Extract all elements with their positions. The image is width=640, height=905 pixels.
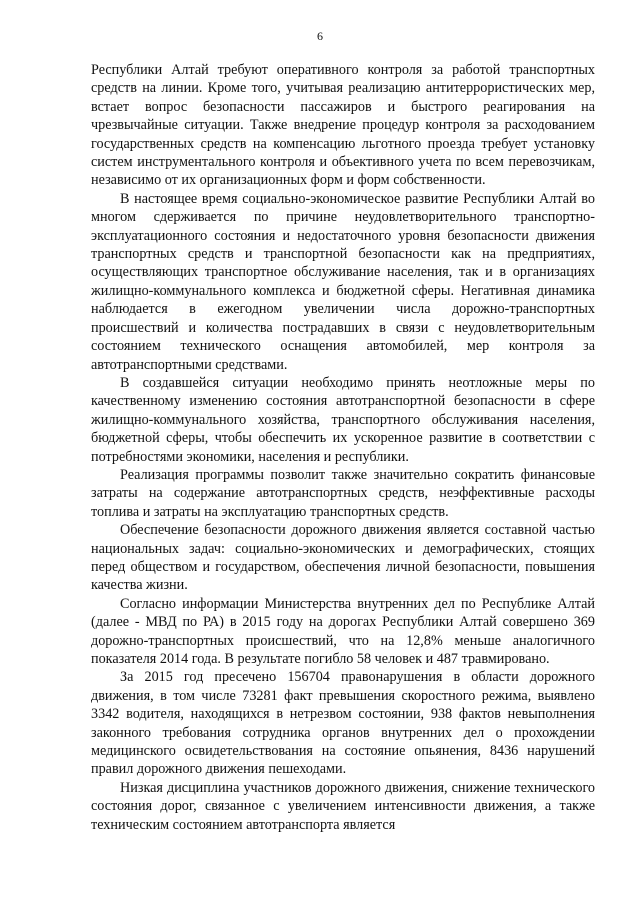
paragraph: Обеспечение безопасности дорожного движения является составной частью национальных задач: социально-экономических и демографических, стоящих перед обществом и государством, обеспечения личной безопасности, повышения качества жизни.: [91, 522, 595, 594]
page-number: 6: [317, 29, 323, 43]
paragraph: За 2015 год пресечено 156704 правонарушения в области дорожного движения, в том числе 73281 факт превышения скоростного режима, выявлено 3342 водителя, находящихся в нетрезвом состоянии, 938 фактов невыполнения законного требования сотрудника органов внутренних дел о прохождении медицинского освидетельствования на состояние опьянения, 8436 нарушений правил дорожного движения пешеходами.: [91, 669, 595, 778]
paragraph: Реализация программы позволит также значительно сократить финансовые затраты на содержание автотранспортных средств, неэффективные расходы топлива и затраты на эксплуатацию транспортных средств.: [91, 466, 595, 520]
paragraph: Согласно информации Министерства внутренних дел по Республике Алтай (далее - МВД по РА) в 2015 году на дорогах Республики Алтай совершено 369 дорожно-транспортных происшествий, что на 12,8% меньше аналогичного показателя 2014 года. В результате погибло 58 человек и 487 травмировано.: [91, 595, 595, 667]
paragraph: Республики Алтай требуют оперативного контроля за работой транспортных средств на линии. Кроме того, учитывая реализацию антитеррористических мер, встает вопрос безопасности пассажиров и быстрого реагирования на чрезвычайные ситуации. Также внедрение процедур контроля за расходованием государственных средств на компенсацию льготного проезда требует установку систем инструментального контроля и объективного учета по всем перевозчикам, независимо от их организационных форм и форм собственности.: [91, 62, 595, 189]
body-text: [91, 61, 595, 834]
paragraph: В настоящее время социально-экономическое развитие Республики Алтай во многом сдерживается по причине неудовлетворительного транспортно-эксплуатационного состояния и недостаточного уровня безопасности движения транспортных средств и транспортной безопасности как на предприятиях, осуществляющих транспортное обслуживание населения, так и в организациях жилищно-коммунального комплекса и бюджетной сферы. Негативная динамика наблюдается в ежегодном увеличении числа дорожно-транспортных происшествий и количества пострадавших в связи с неудовлетворительным состоянием технического оснащения автомобилей, мер контроля за автотранспортными средствами.: [91, 190, 595, 373]
paragraph: Низкая дисциплина участников дорожного движения, снижение технического состояния дорог, связанное с увеличением интенсивности движения, а также техническим состоянием автотранспорта является: [91, 779, 595, 833]
paragraph: В создавшейся ситуации необходимо принять неотложные меры по качественному изменению состояния автотранспортной безопасности в сфере жилищно-коммунального хозяйства, транспортного обслуживания населения, бюджетной сферы, чтобы обеспечить их ускоренное развитие в соответствии с потребностями экономики, населения и республики.: [91, 374, 595, 465]
